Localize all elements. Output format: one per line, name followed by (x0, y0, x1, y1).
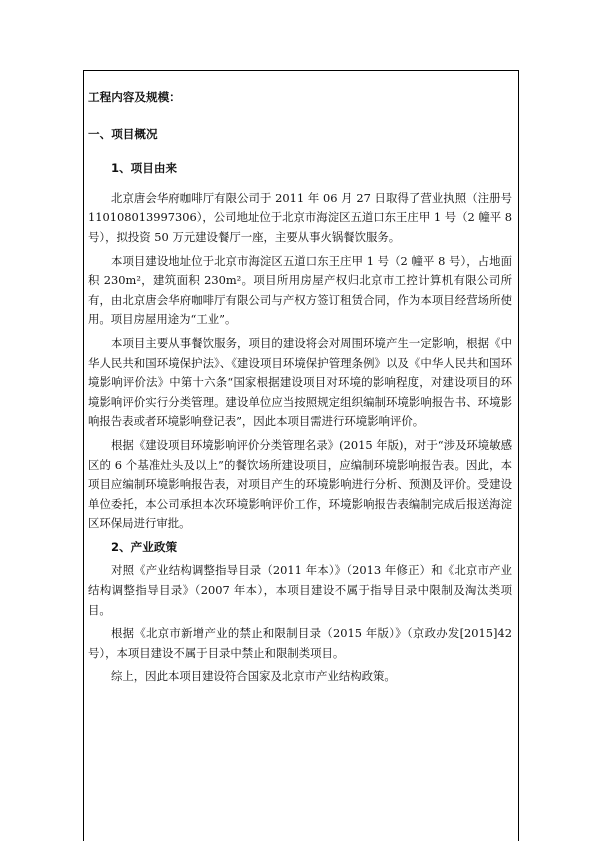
paragraph-conclusion: 综上，因此本项目建设符合国家及北京市产业结构政策。 (111, 669, 396, 684)
paragraph-eia-classification: 根据《建设项目环境影响评价分类管理名录》(2015 年版)，对于“涉及环境敏感区的 6 个基准灶头及以上”的餐饮场所建设项目，应编制环境影响报告表。因此，本项目应编制环境影响报告表，对项目产生的环境影响进行分析、预测及评价。受建设单位委托，本公司承担本次环境影响评价工作，环境影响报告表编制完成后报送海淀区环保局进行审批。 (88, 437, 512, 531)
subheading-project-origin: 1、项目由来 (111, 161, 178, 176)
document-body (88, 78, 512, 687)
paragraph-beijing-catalog: 根据《北京市新增产业的禁止和限制目录（2015 年版）》（京政办发[2015]42 号），本项目建设不属于目录中禁止和限制类项目。 (88, 626, 512, 660)
paragraph-policy-catalog: 对照《产业结构调整指导目录（2011 年本）》（2013 年修正）和《北京市产业结构调整指导目录》（2007 年本），本项目建设不属于指导目录中限制及淘汰类项目。 (88, 563, 512, 617)
paragraph-license: 北京唐会华府咖啡厅有限公司于 2011 年 06 月 27 日取得了营业执照（注册号 110108013997306），公司地址位于北京市海淀区五道口东王庄甲 1 号（2 幢平 8 号），拟投资 50 万元建设餐厅一座，主要从事火锅餐饮服务。 (88, 190, 512, 244)
paragraph-eia-basis: 本项目主要从事餐饮服务，项目的建设将会对周围环境产生一定影响，根据《中华人民共和国环境保护法》、《建设项目环境保护管理条例》以及《中华人民共和国环境影响评价法》中第十六条“国家根据建设项目对环境的影响程度，对建设项目的环境影响评价实行分类管理。建设单位应当按照规定组织编制环境影响报告书、环境影响报告表或者环境影响登记表”，因此本项目需进行环境影响评价。 (88, 335, 512, 429)
subheading-industrial-policy: 2、产业政策 (111, 539, 178, 554)
section-title: 工程内容及规模： (88, 90, 181, 104)
heading-project-overview: 一、项目概况 (88, 126, 158, 141)
paragraph-site: 本项目建设地址位于北京市海淀区五道口东王庄甲 1 号（2 幢平 8 号），占地面积 230m²，建筑面积 230m²。项目所用房屋产权归北京市工控计算机有限公司所有，由北京唐会华府咖啡厅有限公司与产权方签订租赁合同，作为本项目经营场所使用。项目房屋用途为“工业”。 (88, 253, 512, 327)
